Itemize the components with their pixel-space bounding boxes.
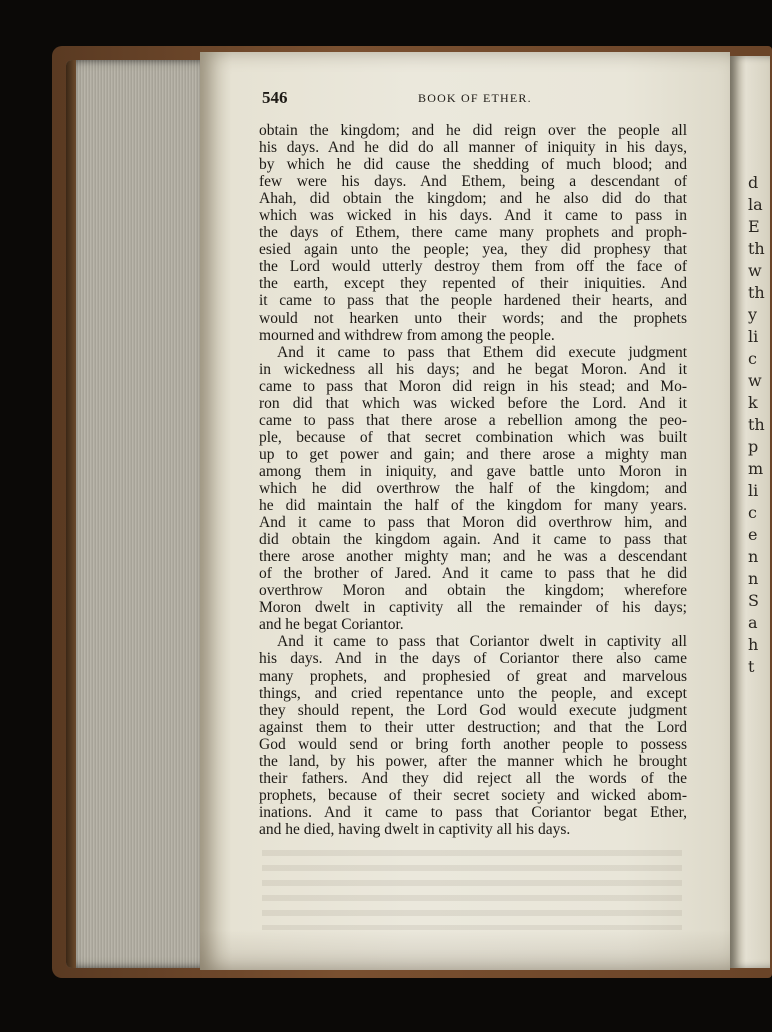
text-line: his days. And in the days of Coriantor there also came [259, 650, 687, 668]
text-line: the earth, except they repented of their iniquities. And [259, 275, 687, 293]
facing-page-fragment: w [748, 371, 762, 390]
text-line: among them in iniquity, and gave battle unto Moron in [259, 462, 687, 480]
facing-page-fragment: p [748, 437, 759, 456]
facing-page-fragment: c [748, 349, 757, 368]
text-line: came to pass that Moron did reign in his stead; and Mo- [259, 377, 687, 395]
binding-edge [66, 60, 76, 968]
facing-page-fragment: li [748, 327, 759, 346]
text-line: came to pass that there arose a rebellion among the peo- [259, 411, 687, 429]
text-line: Moron dwelt in captivity all the remainder of his days; [259, 599, 687, 617]
text-line: Ahah, did obtain the kingdom; and he also did do that [259, 190, 687, 208]
text-line: would not hearken unto their words; and the prophets [259, 309, 687, 327]
show-through-text [262, 850, 682, 930]
text-line: obtain the kingdom; and he did reign over the people all [259, 122, 687, 139]
facing-page-letters [748, 172, 765, 678]
text-line: prophets, because of their secret society and wicked abom- [259, 786, 687, 804]
text-line: the land, by his power, after the manner which he brought [259, 752, 687, 770]
facing-page-fragment: n [748, 547, 759, 566]
facing-page-fragment: li [748, 481, 759, 500]
facing-page-fragment: S [748, 591, 759, 610]
facing-page-fragment: th [748, 239, 765, 258]
text-line: many prophets, and prophesied of great and marvelous [259, 667, 687, 685]
text-line: they should repent, the Lord God would execute judgment [259, 701, 687, 719]
running-head: BOOK OF ETHER. [418, 91, 532, 105]
text-line: ple, because of that secret combination which was built [259, 428, 687, 446]
paragraph-start-line: And it came to pass that Coriantor dwelt in captivity all [277, 633, 687, 651]
text-line: which he did overthrow the half of the kingdom; and [259, 479, 687, 497]
text-line: did obtain the kingdom again. And it came to pass that [259, 531, 687, 549]
text-line: which was wicked in his days. And it came to pass in [259, 207, 687, 225]
facing-page-fragment: w [748, 261, 762, 280]
facing-page-fragment: t [748, 657, 755, 676]
text-line: the days of Ethem, there came many prophets and proph- [259, 224, 687, 242]
facing-page-fragment: y [748, 305, 758, 324]
facing-page-fragment: h [748, 635, 759, 654]
page-header [262, 88, 690, 110]
facing-page-fragment: d [748, 173, 759, 192]
text-line: it came to pass that the people hardened their hearts, and [259, 292, 687, 310]
text-line: by which he did cause the shedding of much blood; and [259, 156, 687, 174]
text-line: overthrow Moron and obtain the kingdom; wherefore [259, 582, 687, 600]
text-line: mourned and withdrew from among the people. [259, 326, 555, 344]
facing-page-fragment: th [748, 283, 765, 302]
text-line: ron did that which was wicked before the Lord. And it [259, 394, 687, 412]
text-line: God would send or bring forth another people to possess [259, 735, 687, 753]
text-line: the Lord would utterly destroy them from off the face of [259, 258, 687, 276]
facing-page-fragment: m [748, 459, 764, 478]
text-line: his days. And he did do all manner of iniquity in his days, [259, 139, 687, 157]
facing-page-fragment: E [748, 217, 760, 236]
facing-page-fragment: c [748, 503, 757, 522]
page-block-edge [66, 60, 206, 968]
facing-page-fragment: n [748, 569, 759, 588]
text-line: against them to their utter destruction; and that the Lord [259, 718, 687, 736]
facing-page-fragment: k [748, 393, 758, 412]
text-line: of the brother of Jared. And it came to pass that he did [259, 565, 687, 583]
text-line: he did maintain the half of the kingdom for many years. [259, 497, 687, 515]
facing-page-fragment: th [748, 415, 765, 434]
text-line: inations. And it came to pass that Coriantor begat Ether, [259, 803, 687, 821]
body-text [259, 122, 687, 838]
facing-page-fragment: la [748, 195, 763, 214]
text-line: and he died, having dwelt in captivity all his days. [259, 820, 571, 838]
text-line: And it came to pass that Moron did overthrow him, and [259, 514, 687, 532]
facing-page-fragment: e [748, 525, 758, 544]
text-line: and he begat Coriantor. [259, 616, 404, 634]
text-line: esied again unto the people; yea, they did prophesy that [259, 241, 687, 259]
text-line: few were his days. And Ethem, being a descendant of [259, 173, 687, 191]
paragraph-start-line: And it came to pass that Ethem did execute judgment [277, 343, 687, 361]
text-line: their fathers. And they did reject all the words of the [259, 769, 687, 787]
page-number: 546 [262, 88, 288, 107]
text-line: there arose another mighty man; and he was a descendant [259, 548, 687, 566]
text-line: things, and cried repentance unto the people, and except [259, 684, 687, 702]
text-line: up to get power and gain; and there arose a mighty man [259, 445, 687, 463]
text-line: in wickedness all his days; and he begat Moron. And it [259, 360, 687, 378]
page-shadow [200, 930, 730, 970]
facing-page-fragment: a [748, 613, 758, 632]
